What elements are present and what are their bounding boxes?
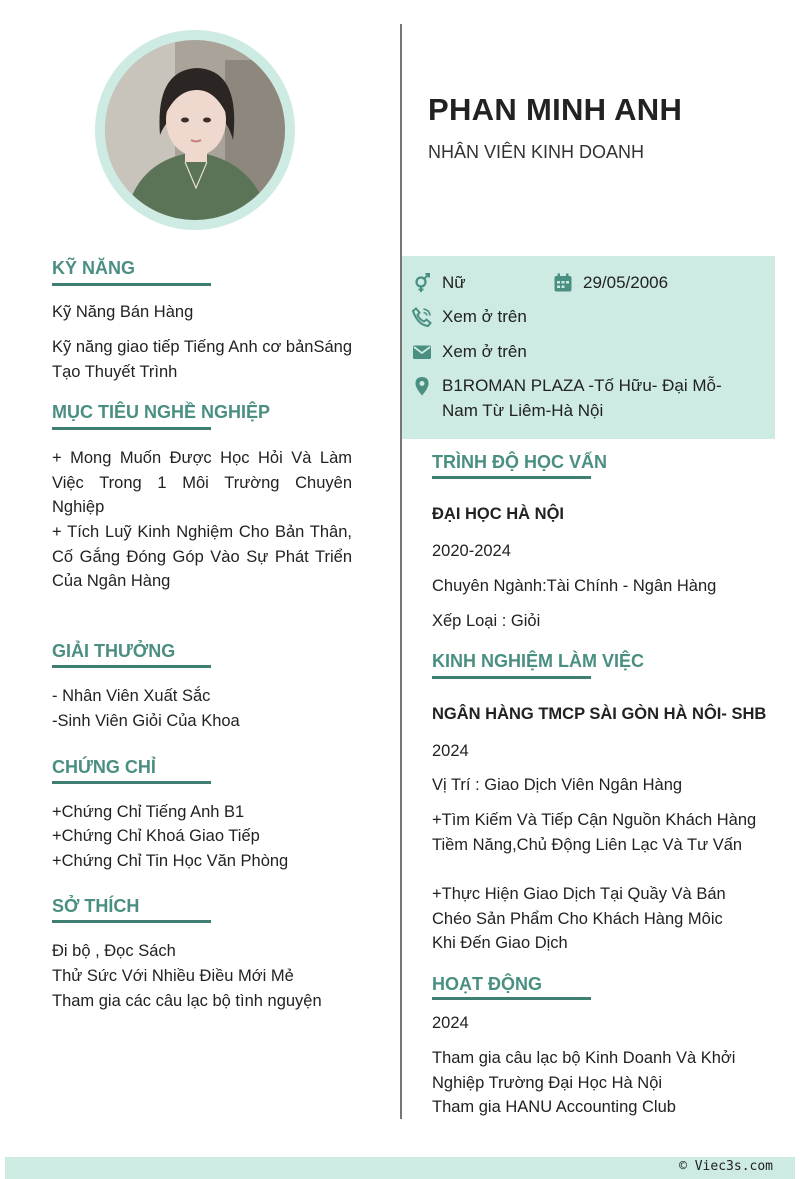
education-heading: TRÌNH ĐỘ HỌC VẤN xyxy=(432,452,607,472)
education-major: Chuyên Ngành:Tài Chính - Ngân Hàng xyxy=(432,577,717,595)
certificates-heading: CHỨNG CHỈ xyxy=(52,757,156,777)
skill-item: Kỹ Năng Bán Hàng xyxy=(52,303,194,321)
award-item: -Sinh Viên Giỏi Của Khoa xyxy=(52,712,240,730)
phone-value: Xem ở trên xyxy=(442,307,527,326)
location-icon xyxy=(412,373,442,396)
footer-bar xyxy=(5,1157,795,1179)
experience-heading: KINH NGHIỆM LÀM VIỆC xyxy=(432,651,645,671)
certificate-item: +Chứng Chỉ Khoá Giao Tiếp xyxy=(52,827,260,845)
objective-underline xyxy=(52,427,211,430)
job-title: NHÂN VIÊN KINH DOANH xyxy=(428,142,645,162)
email-value: Xem ở trên xyxy=(442,342,527,361)
education-grade: Xếp Loại : Giỏi xyxy=(432,612,541,630)
skills-heading: KỸ NĂNG xyxy=(52,258,136,278)
experience-duty: +Thực Hiện Giao Dịch Tại Quầy Và Bán Chéo Sản Phẩm Cho Khách Hàng Môic Khi Đến Giao Dịch xyxy=(432,885,726,953)
skill-item: Kỹ năng giao tiếp Tiếng Anh cơ bảnSáng Tạo Thuyết Trình xyxy=(52,338,352,381)
footer-copyright[interactable]: © Viec3s.com xyxy=(679,1159,773,1174)
experience-year: 2024 xyxy=(432,742,469,760)
certificate-item: +Chứng Chỉ Tiếng Anh B1 xyxy=(52,803,245,821)
awards-heading: GIẢI THƯỞNG xyxy=(52,641,176,661)
certificates-underline xyxy=(52,781,211,784)
awards-underline xyxy=(52,665,211,668)
hobby-item: Đi bộ , Đọc Sách xyxy=(52,942,176,960)
skills-underline xyxy=(52,283,211,286)
email-icon xyxy=(412,339,442,362)
gender-value: Nữ xyxy=(442,273,466,292)
hobbies-underline xyxy=(52,920,211,923)
avatar-ring xyxy=(95,30,295,230)
contact-panel xyxy=(402,256,775,439)
objective-item: + Mong Muốn Được Học Hỏi Và Làm Việc Trong 1 Môi Trường Chuyên Nghiệp xyxy=(52,449,352,517)
experience-duty: +Tìm Kiếm Và Tiếp Cận Nguồn Khách Hàng Tiềm Năng,Chủ Động Liên Lạc Và Tư Vấn xyxy=(432,811,757,854)
activities-heading: HOẠT ĐỘNG xyxy=(432,974,542,994)
certificate-item: +Chứng Chỉ Tin Học Văn Phòng xyxy=(52,852,289,870)
hobby-item: Thử Sức Với Nhiều Điều Mới Mẻ xyxy=(52,967,294,985)
gender-icon xyxy=(412,270,442,293)
birthday-row xyxy=(553,270,668,295)
experience-position: Vị Trí : Giao Dịch Viên Ngân Hàng xyxy=(432,776,683,794)
column-divider xyxy=(400,24,402,1119)
objective-heading: MỤC TIÊU NGHỀ NGHIỆP xyxy=(52,402,271,422)
award-item: - Nhân Viên Xuất Sắc xyxy=(52,687,211,705)
address-line-2: Nam Từ Liêm-Hà Nội xyxy=(442,401,604,420)
phone-icon xyxy=(412,304,442,327)
activity-item: Tham gia HANU Accounting Club xyxy=(432,1098,676,1116)
phone-row xyxy=(412,304,527,329)
avatar xyxy=(105,40,285,220)
email-row xyxy=(412,339,527,364)
activities-underline xyxy=(432,997,591,1000)
school-name: ĐẠI HỌC HÀ NỘI xyxy=(432,505,564,523)
hobbies-heading: SỞ THÍCH xyxy=(52,896,140,916)
birthday-value: 29/05/2006 xyxy=(583,273,669,292)
education-underline xyxy=(432,476,591,479)
objective-item: + Tích Luỹ Kinh Nghiệm Cho Bản Thân, Cố Gắng Đóng Góp Vào Sự Phát Triển Của Ngân Hàng xyxy=(52,523,352,591)
gender-row xyxy=(412,270,466,295)
address-line-1: B1ROMAN PLAZA -Tố Hữu- Đại Mỗ- xyxy=(442,376,722,395)
activity-year: 2024 xyxy=(432,1014,469,1032)
experience-underline xyxy=(432,676,591,679)
activity-item: Tham gia câu lạc bộ Kinh Doanh Và Khởi Nghiệp Trường Đại Học Hà Nội xyxy=(432,1049,736,1092)
calendar-icon xyxy=(553,270,583,293)
education-period: 2020-2024 xyxy=(432,542,511,560)
hobby-item: Tham gia các câu lạc bộ tình nguyện xyxy=(52,992,322,1010)
address-row xyxy=(412,373,722,423)
company-name: NGÂN HÀNG TMCP SÀI GÒN HÀ NÔI- SHB xyxy=(432,705,767,723)
full-name: PHAN MINH ANH xyxy=(428,92,683,127)
